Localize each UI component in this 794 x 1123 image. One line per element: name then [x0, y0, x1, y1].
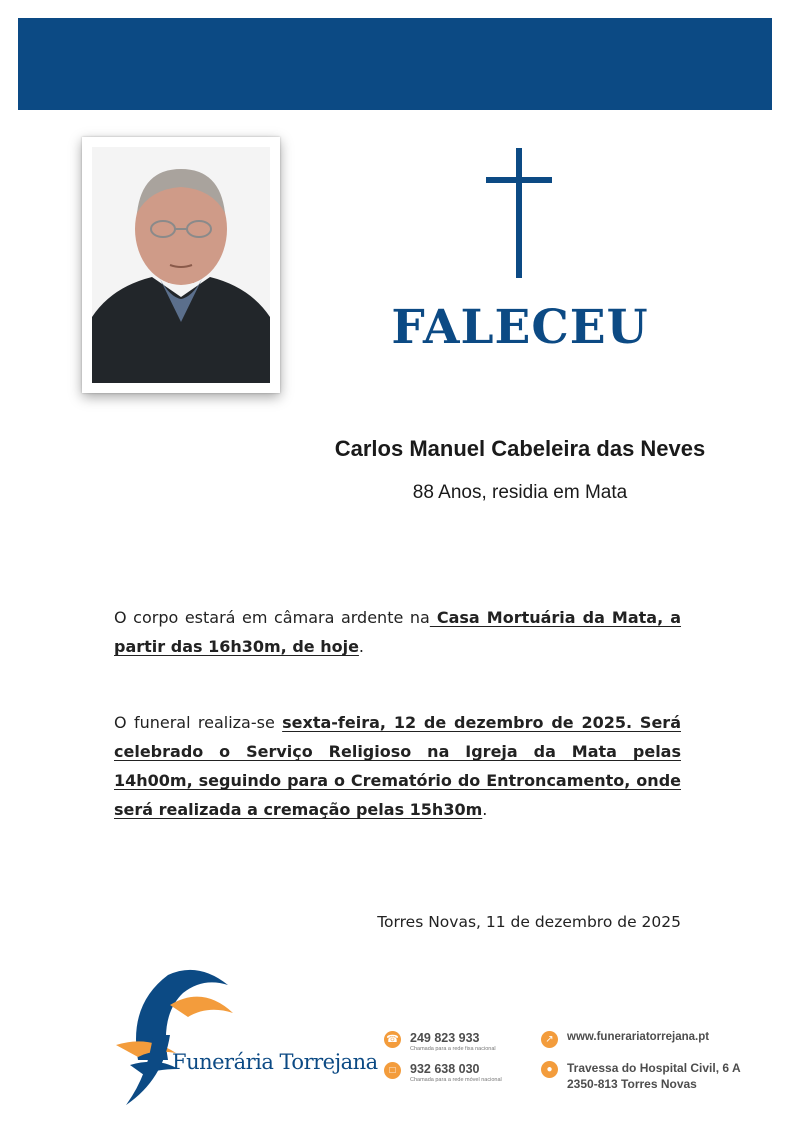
- wake-location: Casa Mortuária da Mata, a partir das 16h30m, de hoje: [114, 608, 682, 656]
- phone-fixed-number: 249 823 933: [410, 1031, 480, 1045]
- link-icon: ↗: [541, 1031, 558, 1048]
- mobile-phone-icon: □: [384, 1062, 401, 1079]
- funeral-intro: O funeral realiza-se: [114, 713, 283, 732]
- address-line2: 2350-813 Torres Novas: [567, 1077, 697, 1091]
- date-line: Torres Novas, 11 de dezembro de 2025: [377, 913, 681, 931]
- notice-heading: FALECEU: [391, 300, 649, 355]
- address-line1: Travessa do Hospital Civil, 6 A: [567, 1061, 741, 1075]
- wake-intro: O corpo estará em câmara ardente na: [114, 608, 430, 627]
- deceased-details: 88 Anos, residia em Mata: [412, 482, 628, 503]
- location-pin-icon: ●: [541, 1061, 558, 1078]
- portrait-photo: [82, 137, 280, 393]
- wake-paragraph: [114, 603, 681, 661]
- funeral-paragraph: [114, 708, 681, 824]
- website-url: www.funerariatorrejana.pt: [567, 1031, 710, 1043]
- deceased-name: Carlos Manuel Cabeleira das Neves: [334, 436, 706, 461]
- funeral-end: .: [482, 800, 488, 819]
- phone-mobile-note: Chamada para a rede móvel nacional: [410, 1077, 502, 1083]
- wake-end: .: [358, 637, 365, 656]
- funeral-details: sexta-feira, 12 de dezembro de 2025. Será celebrado o Serviço Religioso na Igreja da Mata pelas 14h00m, seguindo para o Crematório do Entroncamento, onde será realizada a cremação pelas 15h30m: [114, 713, 681, 819]
- portrait-image: [92, 147, 270, 383]
- logo-text: Funerária Torrejana: [172, 1050, 378, 1074]
- cross-icon: [486, 148, 552, 278]
- phone-fixed-note: Chamada para a rede fixa nacional: [410, 1046, 496, 1052]
- phone-icon: ☎: [384, 1031, 401, 1048]
- funeraria-logo-icon: [108, 965, 340, 1110]
- header-band: [18, 18, 772, 110]
- phone-mobile-number: 932 638 030: [410, 1062, 480, 1076]
